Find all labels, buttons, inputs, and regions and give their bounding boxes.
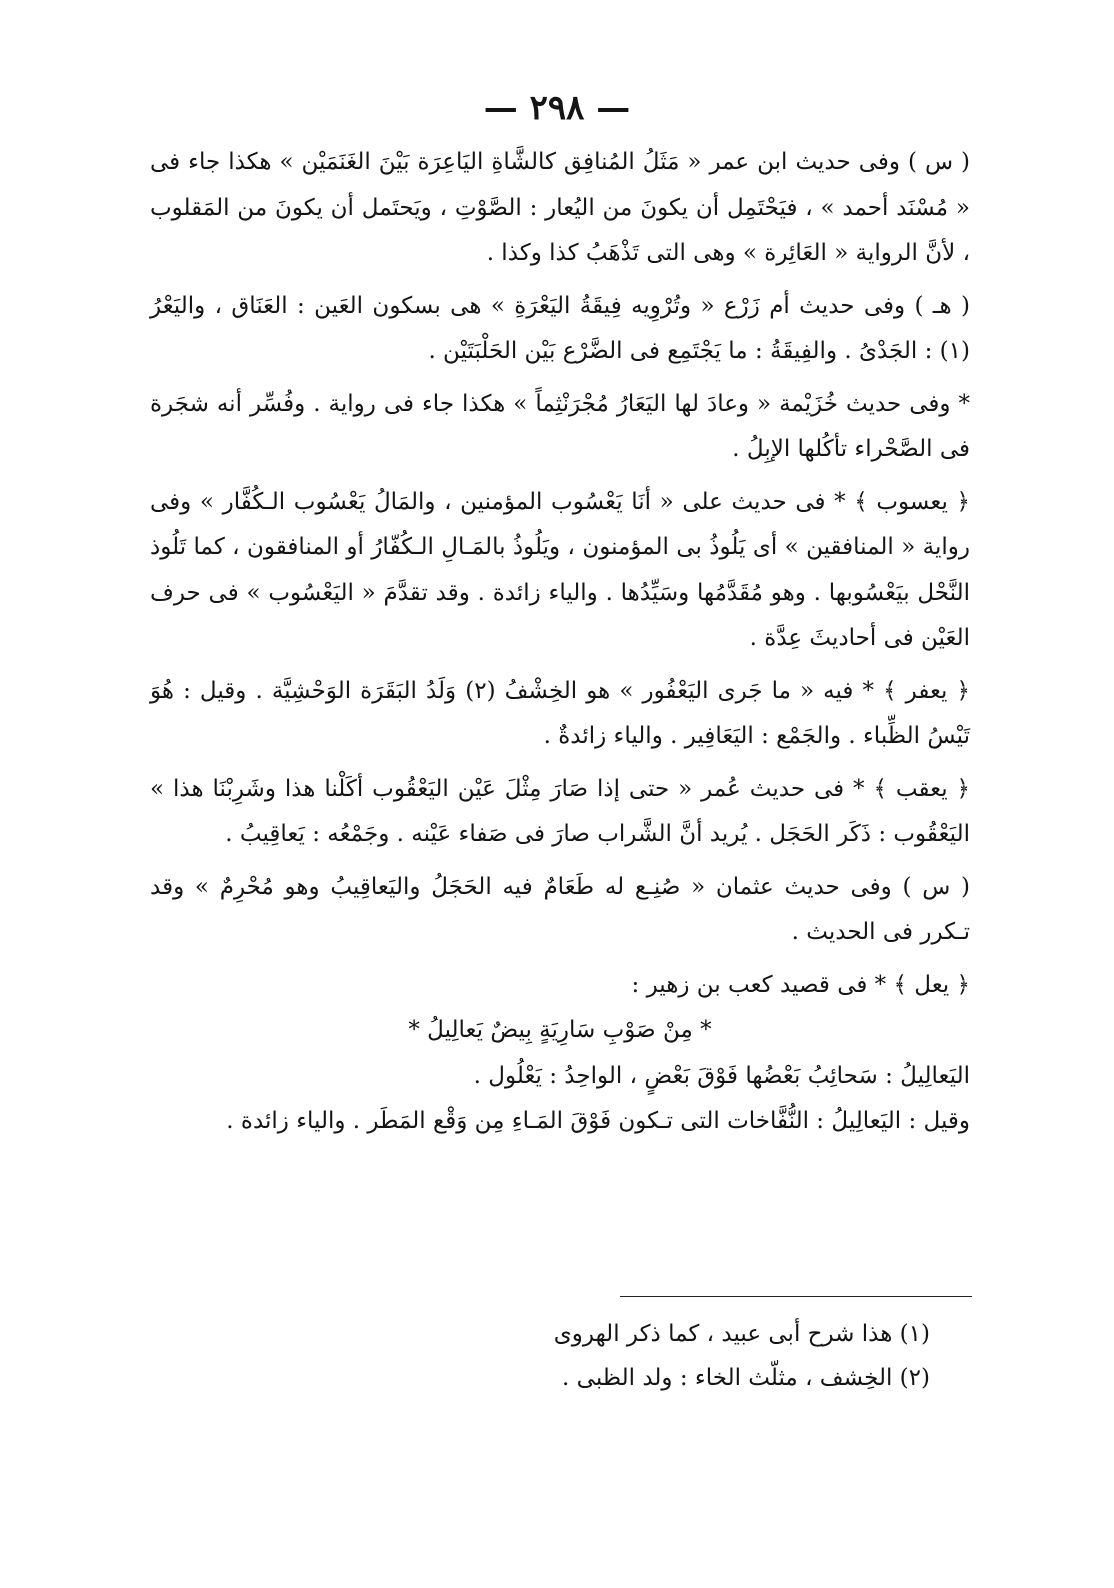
verse-line: * مِنْ صَوْبِ سَارِيَةٍ بِيضٌ يَعالِيلُ * — [408, 1017, 712, 1043]
entry-yafur: ﴿ يعفر ﴾ * فيه « ما جَرى اليَعْفُور » هو الخِشْفُ (٢) وَلَدُ البَقَرَة الوَحْشِيَّة . وقيل : هُوَ تَيْسُ الظِّباء . والجَمْع : اليَعَافِير . والياء زائدةٌ . — [150, 677, 970, 749]
entry-yaqub: ﴿ يعقب ﴾ * فى حديث عُمر « حتى إذا صَارَ مِثْلَ عَيْن اليَعْقُوب أكَلْنا هذا وشَرِبْنَا هذا » اليَعْقُوب : ذَكَر الحَجَل . يُريد أنَّ الشَّراب صارَ فى صَفاء عَيْنه . وجَمْعُه : يَعاقِيبُ . — [150, 775, 970, 847]
definition-line-1: اليَعالِيلُ : سَحائِبُ بَعْضُها فَوْقَ بَعْضٍ ، الواحِدُ : يَعْلُول . — [473, 1062, 970, 1089]
footnote-1: (١) هذا شرح أبى عبيد ، كما ذكر الهروى — [553, 1321, 930, 1347]
paragraph-yaar: * وفى حديث خُزَيْمة « وعادَ لها اليَعَارُ مُجْرَنْثِماً » هكذا جاء فى رواية . وفُسِّر أنه شجَرة فى الصَّحْراء تأكُلها الإبِلُ . — [150, 390, 970, 462]
paragraph-yara: ( هـ ) وفى حديث أم زَرْع « وتُرْوِيه فِيقَةُ اليَعْرَةِ » هى بسكون العَين : العَنَاق ، واليَعْرُ (١) : الجَدْىُ . والفِيقَةُ : ما يَجْتَمِع فى الضَّرْع بَيْن الحَلْبَتَيْن . — [150, 292, 970, 364]
entry-yasub: ﴿ يعسوب ﴾ * فى حديث على « أنَا يَعْسُوب المؤمنين ، والمَالُ يَعْسُوب الـكُفَّار » وفى رواية « المنافقين » أى يَلُوذُ بى المؤمنون ، ويَلُوذُ بالمَـالِ الـكُفّارُ أو المنافقون ، كما تَلُوذ النَّحْل بيَعْسُوبها . وهو مُقَدَّمُها وسَيِّدُها . والياء زائدة . وقد تقدَّمَ « اليَعْسُوب » فى حرف العَيْن فى أحاديثَ عِدَّة . — [150, 488, 970, 651]
main-text — [150, 140, 970, 1145]
footnote-divider — [620, 1296, 972, 1297]
entry-yal: ﴿ يعل ﴾ * فى قصيد كعب بن زهير : — [631, 971, 970, 998]
footnote-2: (٢) الخِشف ، مثلّث الخاء : ولد الظبى . — [562, 1365, 930, 1391]
paragraph-uthman: ( س ) وفى حديث عثمان « صُنِـع له طَعَامٌ فيه الحَجَلُ واليَعاقِيبُ وهو مُحْرِمٌ » وقد تـكرر فى الحديث . — [150, 873, 970, 945]
definition-line-2: وقيل : اليَعالِيلُ : النُّفَّاخات التى تـكون فَوْقَ المَـاءِ مِن وَقْع المَطَر . والياء زائدة . — [226, 1108, 970, 1134]
paragraph-yaira: ( س ) وفى حديث ابن عمر « مَثَلُ المُنافِق كالشَّاةِ اليَاعِرَة بَيْنَ الغَنَمَيْن » هكذا جاء فى « مُسْنَد أحمد » ، فيَحْتَمِل أن يكونَ من اليُعار : الصَّوْتِ ، ويَحتَمل أن يكونَ من المَقلوب ، لأنَّ الرواية « العَائِرة » وهى التى تَذْهَبُ كذا وكذا . — [150, 149, 970, 266]
page-number: — ٢٩٨ — — [483, 88, 631, 128]
footnotes — [150, 1312, 930, 1400]
